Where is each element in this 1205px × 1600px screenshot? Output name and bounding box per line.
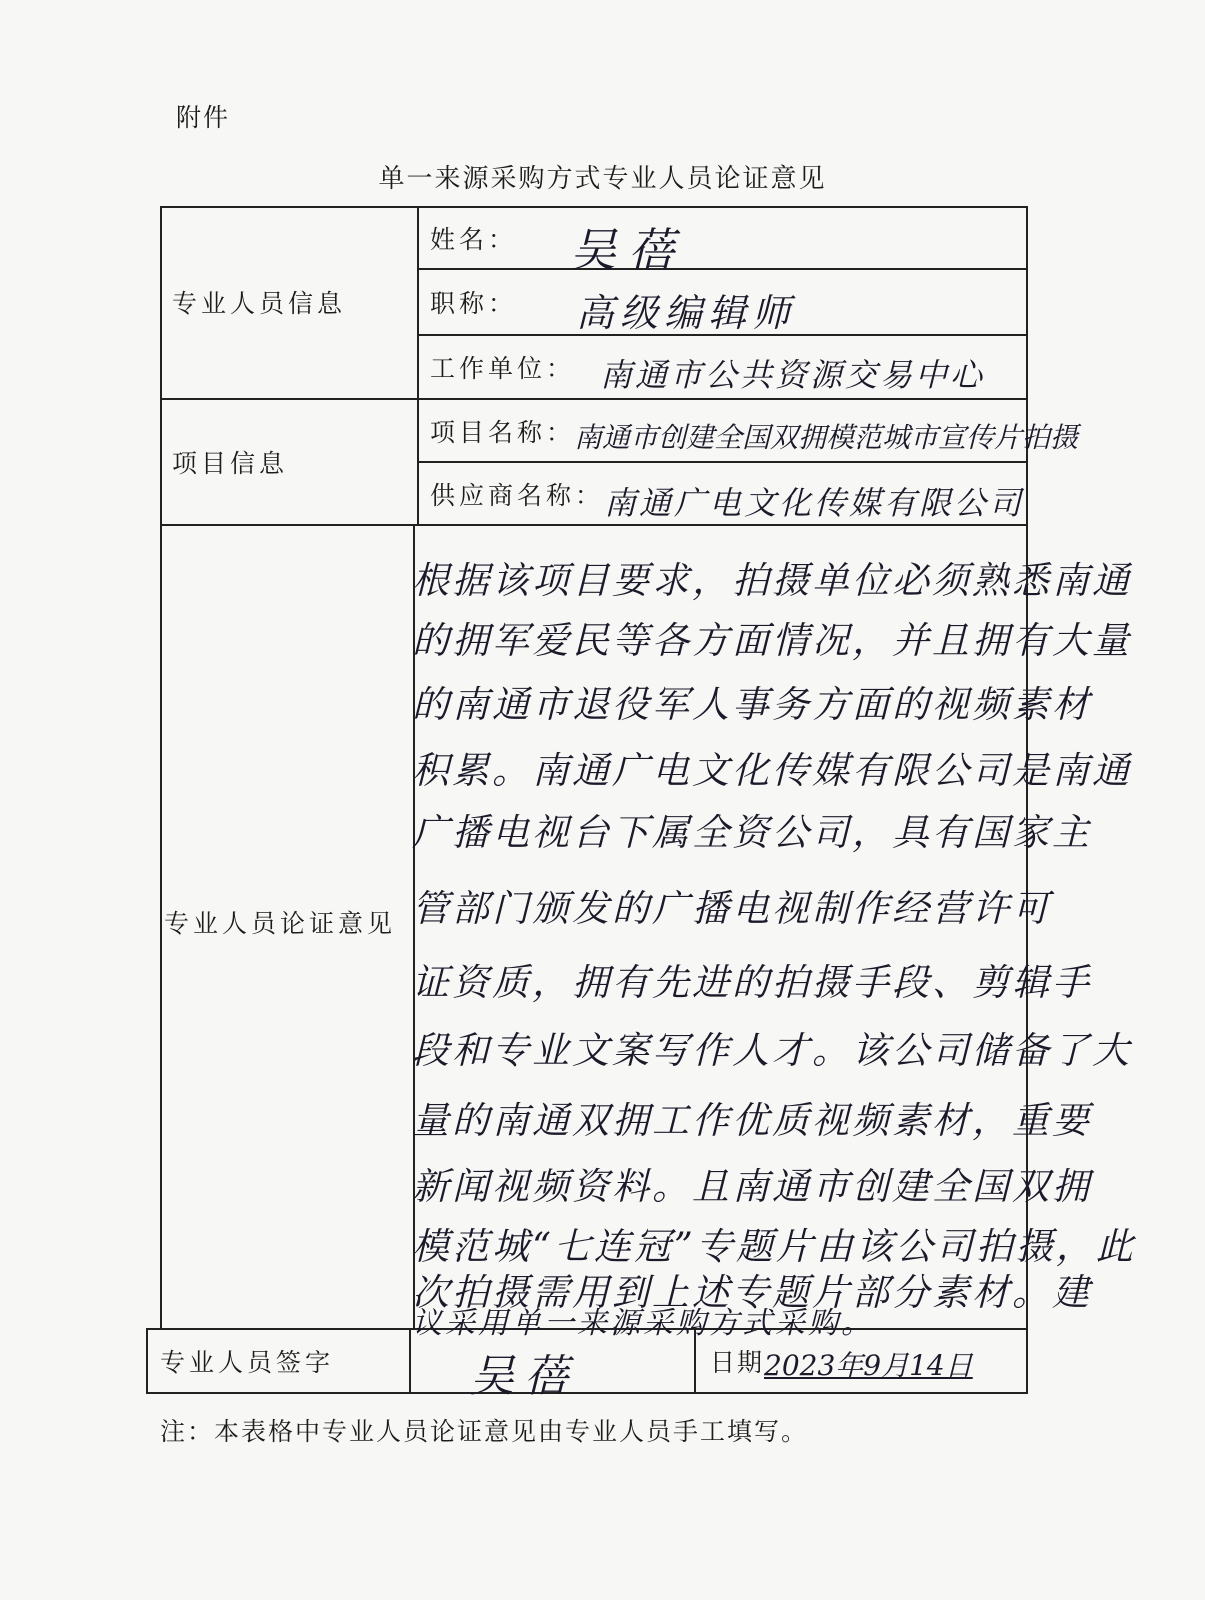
section-opinion: 专业人员论证意见 [164,909,397,938]
signature-value: 吴蓓 [470,1351,578,1402]
opinion-line: 模范城“七连冠”专题片由该公司拍摄，此 [412,1225,1136,1268]
employer-label: 工作单位： [430,354,576,383]
title-label: 职称： [430,289,518,318]
title-value: 高级编辑师 [576,291,797,335]
name-value: 吴蓓 [570,223,686,277]
section-signature: 专业人员签字 [160,1348,335,1377]
opinion-line: 广播电视台下属全资公司，具有国家主 [412,811,1092,854]
opinion-line: 根据该项目要求，拍摄单位必须熟悉南通 [412,559,1132,602]
opinion-line: 段和专业文案写作人才。该公司储备了大 [412,1029,1132,1072]
row-divider-personnel [160,398,1028,400]
date-value: 2023年9月14日 [764,1349,973,1382]
section-project-info: 项目信息 [172,449,289,478]
project-name-value: 南通市创建全国双拥模范城市宣传片拍摄 [574,421,1079,454]
opinion-line: 的拥军爱民等各方面情况，并且拥有大量 [412,619,1132,662]
form-title: 单一来源采购方式专业人员论证意见 [378,164,827,194]
date-label: 日期 [710,1348,765,1377]
opinion-line: 的南通市退役军人事务方面的视频素材 [412,683,1092,726]
opinion-line: 积累。南通广电文化传媒有限公司是南通 [412,749,1132,792]
supplier-value: 南通广电文化传媒有限公司 [604,484,1025,522]
supplier-label: 供应商名称： [430,480,605,510]
opinion-line: 量的南通双拥工作优质视频素材，重要 [412,1099,1092,1142]
table-border-top [162,206,1028,208]
column-divider-sign [409,1328,411,1394]
opinion-line: 新闻视频资料。且南通市创建全国双拥 [412,1165,1092,1208]
project-name-label: 项目名称： [430,417,576,447]
attachment-label: 附件 [176,103,231,132]
table-border-left-sign [146,1328,148,1394]
opinion-line: 议采用单一来源采购方式采购。 [412,1306,874,1341]
section-personnel-info: 专业人员信息 [172,289,347,318]
employer-value: 南通市公共资源交易中心 [600,356,986,394]
footnote: 注：本表格中专业人员论证意见由专业人员手工填写。 [160,1417,809,1446]
row-divider-project-info [160,524,1028,526]
opinion-line: 管部门颁发的广播电视制作经营许可 [412,887,1052,930]
name-label: 姓名： [430,225,518,254]
opinion-line: 证资质，拥有先进的拍摄手段、剪辑手 [412,961,1092,1004]
table-border-left [160,206,162,1328]
opinion-line: 次拍摄需用到上述专题片部分素材。建 [412,1271,1092,1314]
table-border-bottom [146,1392,1028,1394]
column-divider-top [417,206,419,524]
